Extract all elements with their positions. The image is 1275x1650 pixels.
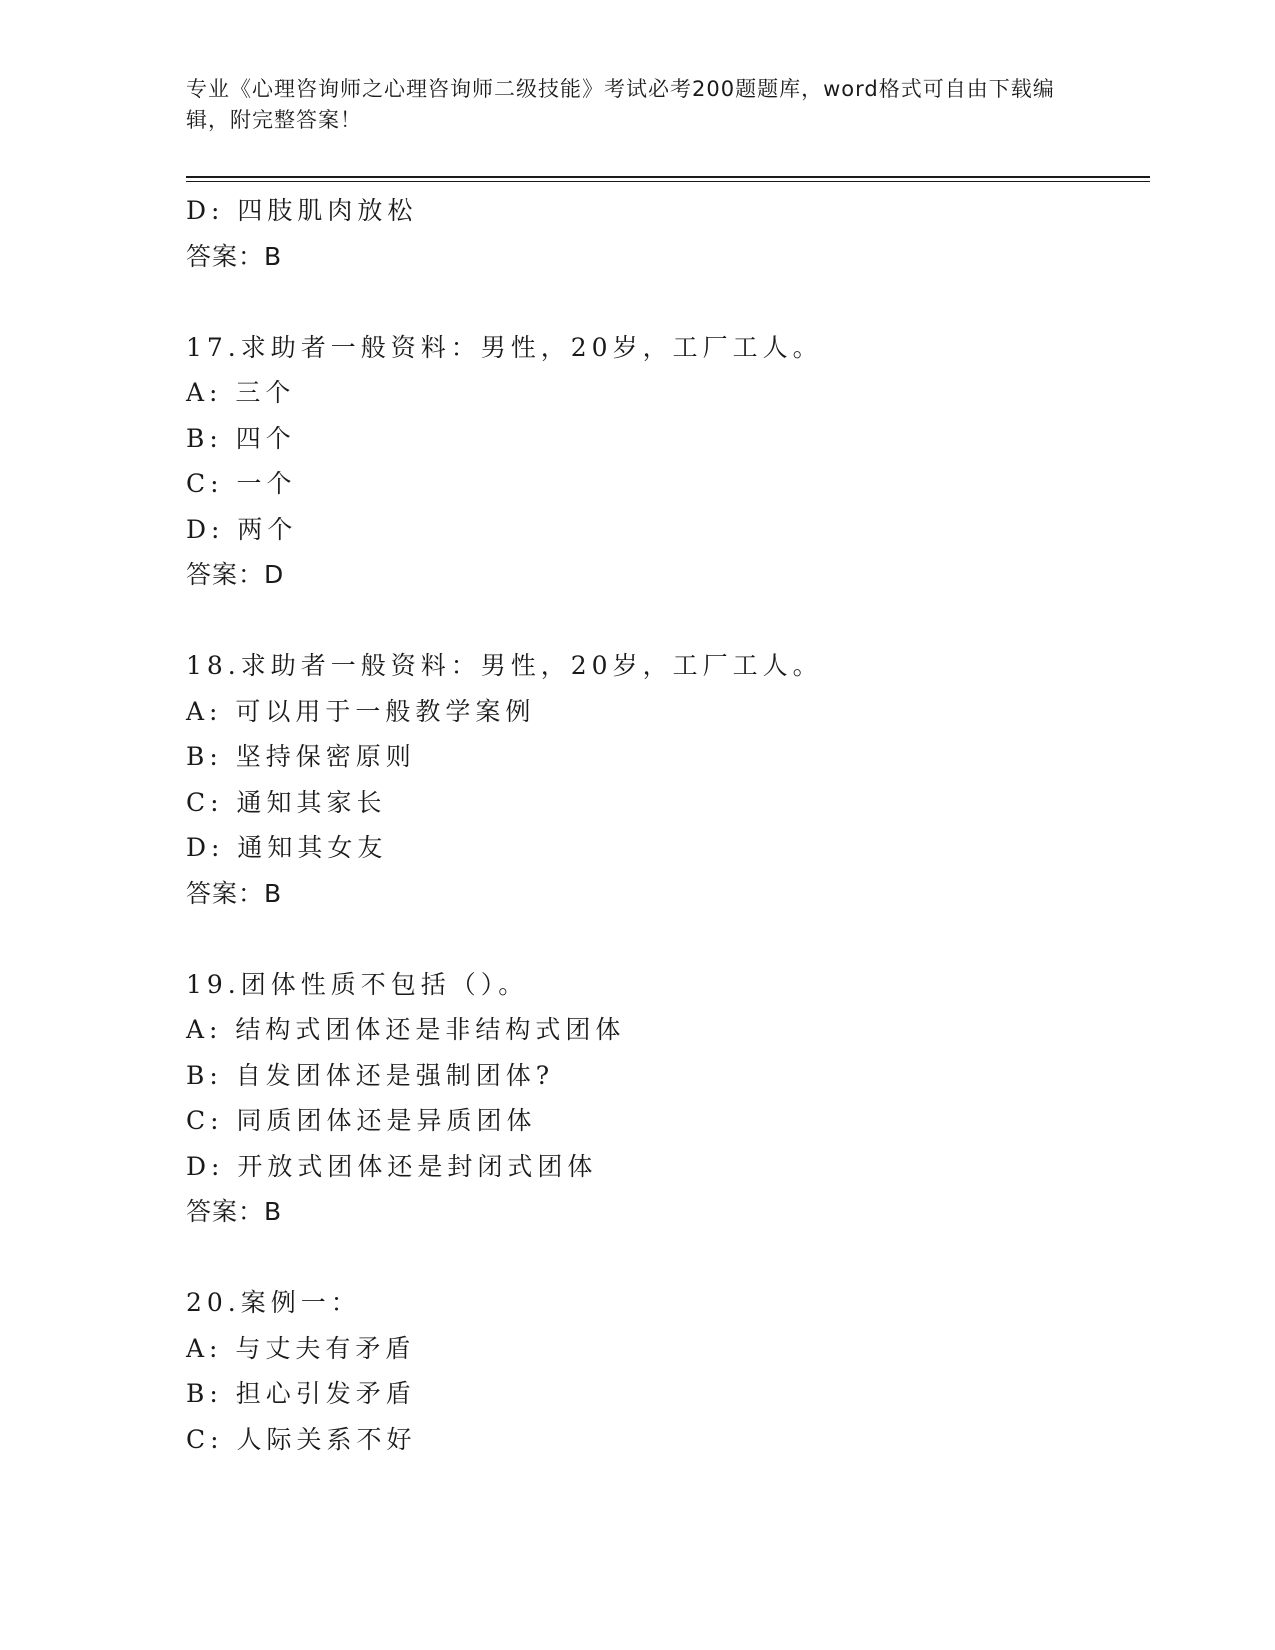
option-d: D: 四肢肌肉放松 xyxy=(186,196,418,225)
question-list xyxy=(186,188,1146,1462)
option-b: B: 担心引发矛盾 xyxy=(186,1379,416,1408)
question-stem: 17.求助者一般资料：男性，20岁，工厂工人。 xyxy=(186,332,823,362)
option-b: B: 四个 xyxy=(186,423,296,453)
answer: 答案：D xyxy=(186,560,285,589)
option-a: A: 可以用于一般教学案例 xyxy=(186,696,536,726)
option-a: A: 与丈夫有矛盾 xyxy=(186,1333,416,1363)
question-stem: 19.团体性质不包括（）。 xyxy=(186,969,529,999)
answer: 答案：B xyxy=(186,878,283,908)
option-c: C: 一个 xyxy=(186,469,297,498)
option-c: C: 通知其家长 xyxy=(186,787,387,817)
question-stem: 18.求助者一般资料：男性，20岁，工厂工人。 xyxy=(186,651,823,680)
option-a: A: 三个 xyxy=(186,378,296,407)
option-d: D: 通知其女友 xyxy=(186,833,388,862)
answer: 答案：B xyxy=(186,1197,283,1226)
question-stem: 20.案例一： xyxy=(186,1288,361,1317)
option-d: D: 开放式团体还是封闭式团体 xyxy=(186,1151,598,1181)
option-c: C: 人际关系不好 xyxy=(186,1424,417,1454)
option-d: D: 两个 xyxy=(186,514,298,544)
answer: 答案：B xyxy=(186,241,283,271)
option-b: B: 坚持保密原则 xyxy=(186,742,416,771)
document-header: 专业《心理咨询师之心理咨询师二级技能》考试必考200题题库，word格式可自由下载编辑，附完整答案！ xyxy=(186,77,1055,132)
option-b: B: 自发团体还是强制团体? xyxy=(186,1060,555,1090)
header-divider-thin xyxy=(186,181,1150,182)
header-divider xyxy=(186,176,1150,178)
option-a: A: 结构式团体还是非结构式团体 xyxy=(186,1015,626,1044)
option-c: C: 同质团体还是异质团体 xyxy=(186,1106,537,1135)
